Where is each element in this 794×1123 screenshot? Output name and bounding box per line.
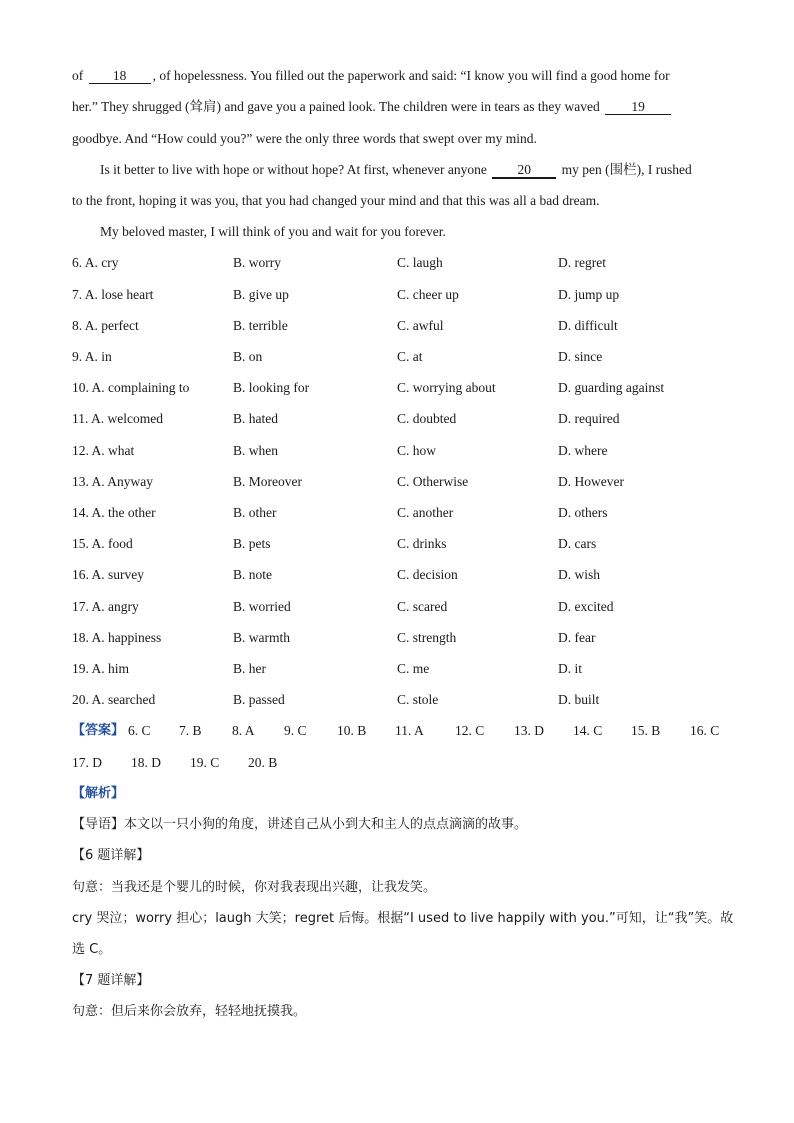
option-b: B. worry — [233, 255, 281, 270]
option-a: 19. A. him — [72, 661, 130, 676]
option-c: C. cheer up — [397, 287, 459, 302]
option-row — [0, 254, 794, 272]
option-a: 11. A. welcomed — [72, 411, 163, 426]
option-d: D. others — [558, 505, 608, 520]
answer-item: 20. B — [248, 755, 278, 770]
option-c: C. how — [397, 443, 437, 458]
option-b: B. pets — [233, 536, 271, 551]
option-d: D. difficult — [558, 318, 618, 333]
option-c: C. doubted — [397, 411, 457, 426]
option-row — [0, 286, 794, 304]
option-d: D. excited — [558, 599, 614, 614]
option-row — [0, 629, 794, 647]
option-row — [0, 317, 794, 335]
q7-heading: 【7 题详解】 — [72, 973, 150, 988]
option-a: 6. A. cry — [72, 255, 119, 270]
answer-item: 11. A — [395, 723, 424, 738]
option-c: C. worrying about — [397, 380, 496, 395]
passage-line-6: My beloved master, I will think of you and wait for you forever. — [100, 224, 446, 239]
passage-line-2 — [72, 98, 732, 116]
blank-18: 18 — [89, 68, 151, 84]
answer-label: 【答案】 — [72, 723, 125, 738]
option-c: C. Otherwise — [397, 474, 469, 489]
option-c: C. awful — [397, 318, 444, 333]
q6-heading: 【6 题详解】 — [72, 848, 150, 863]
answer-item: 15. B — [631, 723, 661, 738]
q7-sentence-meaning: 句意：但后来你会放弃，轻轻地抚摸我。 — [72, 1004, 307, 1019]
option-row — [0, 535, 794, 553]
option-b: B. warmth — [233, 630, 290, 645]
q6-explanation: cry 哭泣；worry 担心；laugh 大笑；regret 后悔。根据“I used to live happily with you.”可知，让“我”笑。故 — [72, 911, 734, 926]
answer-item: 10. B — [337, 723, 367, 738]
option-c: C. strength — [397, 630, 457, 645]
q6-conclusion: 选 C。 — [72, 942, 112, 957]
passage-text: her.” They shrugged (耸肩) and gave you a pained look. The children were in tears as they waved — [72, 99, 604, 114]
answer-item: 18. D — [131, 755, 161, 770]
option-d: D. jump up — [558, 287, 620, 302]
option-d: D. wish — [558, 567, 601, 582]
option-c: C. decision — [397, 567, 458, 582]
option-row — [0, 442, 794, 460]
option-c: C. laugh — [397, 255, 443, 270]
option-d: D. built — [558, 692, 600, 707]
option-c: C. scared — [397, 599, 448, 614]
answer-item: 6. C — [128, 723, 151, 738]
option-row — [0, 379, 794, 397]
answer-item: 7. B — [179, 723, 202, 738]
option-d: D. where — [558, 443, 608, 458]
option-a: 9. A. in — [72, 349, 112, 364]
option-a: 16. A. survey — [72, 567, 144, 582]
option-row — [0, 473, 794, 491]
answer-item: 13. D — [514, 723, 544, 738]
option-c: C. another — [397, 505, 454, 520]
answer-item: 16. C — [690, 723, 720, 738]
option-b: B. other — [233, 505, 277, 520]
option-d: D. regret — [558, 255, 606, 270]
option-d: D. guarding against — [558, 380, 665, 395]
passage-line-5: to the front, hoping it was you, that you had changed your mind and that this was all a bad dream. — [72, 193, 600, 208]
option-d: D. fear — [558, 630, 596, 645]
option-b: B. when — [233, 443, 278, 458]
option-c: C. me — [397, 661, 430, 676]
option-a: 7. A. lose heart — [72, 287, 154, 302]
option-b: B. on — [233, 349, 263, 364]
option-row — [0, 504, 794, 522]
option-a: 12. A. what — [72, 443, 135, 458]
option-a: 15. A. food — [72, 536, 133, 551]
option-row — [0, 348, 794, 366]
option-d: D. it — [558, 661, 583, 676]
option-row — [0, 691, 794, 709]
option-b: B. worried — [233, 599, 291, 614]
answer-item: 12. C — [455, 723, 485, 738]
analysis-heading — [72, 785, 124, 803]
answer-row-1 — [0, 722, 794, 740]
option-a: 17. A. angry — [72, 599, 139, 614]
answer-item: 9. C — [284, 723, 307, 738]
passage-line-3: goodbye. And “How could you?” were the only three words that swept over my mind. — [72, 131, 537, 146]
passage-line-4 — [100, 161, 760, 179]
answer-item: 8. A — [232, 723, 255, 738]
option-a: 10. A. complaining to — [72, 380, 190, 395]
option-b: B. terrible — [233, 318, 288, 333]
option-a: 13. A. Anyway — [72, 474, 153, 489]
option-b: B. looking for — [233, 380, 310, 395]
intro-tag: 【导语】 — [72, 817, 125, 832]
answer-item: 19. C — [190, 755, 220, 770]
passage-line-1 — [72, 67, 732, 85]
answer-row-2 — [0, 754, 794, 772]
answer-item: 17. D — [72, 755, 102, 770]
option-row — [0, 410, 794, 428]
passage-text: , of hopelessness. You filled out the paperwork and said: “I know you will find a good home for — [152, 68, 670, 83]
option-a: 8. A. perfect — [72, 318, 139, 333]
analysis-label: 【解析】 — [72, 786, 125, 801]
option-c: C. at — [397, 349, 423, 364]
passage-text: of — [72, 68, 87, 83]
intro-line — [72, 816, 722, 834]
option-b: B. note — [233, 567, 272, 582]
option-d: D. since — [558, 349, 603, 364]
blank-19: 19 — [605, 99, 671, 115]
intro-text: 本文以一只小狗的角度，讲述自己从小到大和主人的点点滴滴的故事。 — [124, 817, 528, 832]
answer-item: 14. C — [573, 723, 603, 738]
option-a: 14. A. the other — [72, 505, 156, 520]
option-a: 20. A. searched — [72, 692, 156, 707]
q6-sentence-meaning: 句意：当我还是个婴儿的时候，你对我表现出兴趣，让我发笑。 — [72, 880, 437, 895]
option-d: D. required — [558, 411, 620, 426]
option-b: B. Moreover — [233, 474, 302, 489]
option-b: B. passed — [233, 692, 285, 707]
option-row — [0, 598, 794, 616]
option-b: B. hated — [233, 411, 278, 426]
option-c: C. drinks — [397, 536, 447, 551]
option-b: B. give up — [233, 287, 289, 302]
blank-20: 20 — [492, 162, 556, 179]
option-row — [0, 566, 794, 584]
option-d: D. cars — [558, 536, 597, 551]
option-a: 18. A. happiness — [72, 630, 162, 645]
passage-text: my pen (围栏), I rushed — [558, 162, 692, 177]
option-d: D. However — [558, 474, 624, 489]
passage-text: Is it better to live with hope or without hope? At first, whenever anyone — [100, 162, 491, 177]
option-c: C. stole — [397, 692, 439, 707]
option-row — [0, 660, 794, 678]
option-b: B. her — [233, 661, 266, 676]
